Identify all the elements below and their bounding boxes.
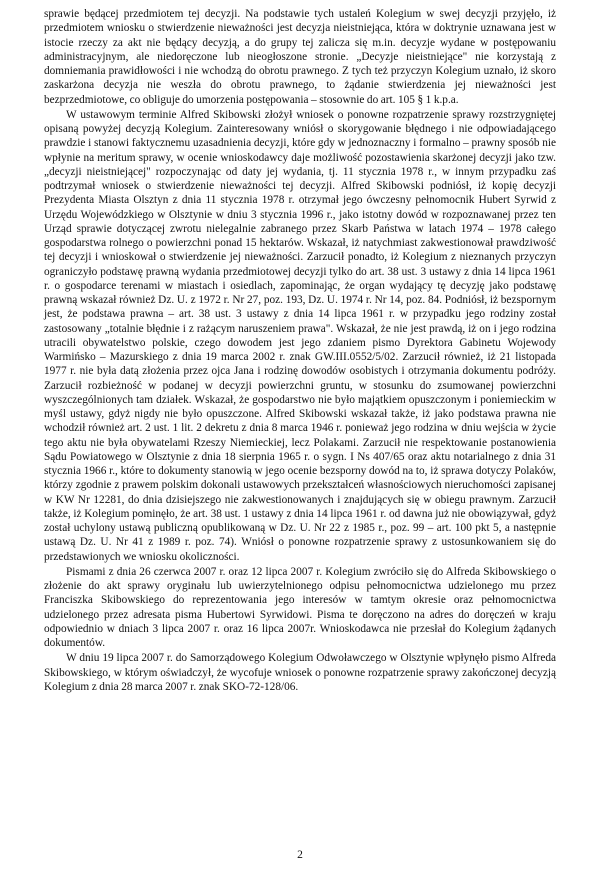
page-number: 2 [297,849,303,861]
paragraph-withdrawal: W dniu 19 lipca 2007 r. do Samorządowego Kolegium Odwoławczego w Olsztynie wpłynęło pismo Alfreda Skibowskiego, w którym oświadczył, że wycofuje wniosek o ponowne rozpatrzenie sprawy zakończonej decyzją Kolegium z dnia 28 marca 2007 r. znak SKO-72-128/06. [44,652,556,693]
paragraph-continuation: sprawie będącej przedmiotem tej decyzji. Na podstawie tych ustaleń Kolegium w swej decyzji przyjęło, iż przedmiotem wniosku o stwierdzenie nieważności jest decyzja nieistniejąca, która w doktrynie uznawana jest w istocie rzeczy za akt nie będący decyzją, a do grupy tej zalicza się m.in. decyzje wydane w postępowaniu administracyjnym, ale niedoręczone lub nieogłoszone stronie. „Decyzje nieistniejące" nie korzystają z domniemania prawidłowości i nie wchodzą do obrotu prawnego. Z tych też przyczyn Kolegium uznało, iż skoro zaskarżona decyzja nie weszła do obrotu prawnego, to żądanie stwierdzenia jej nieważności jest bezprzedmiotowe, co obliguje do umorzenia postępowania – stosownie do art. 105 § 1 k.p.a. [44,8,556,106]
paragraph-letters-power-of-attorney: Pismami z dnia 26 czerwca 2007 r. oraz 12 lipca 2007 r. Kolegium zwróciło się do Alfreda Skibowskiego o złożenie do akt sprawy oryginału lub uwierzytelnionego odpisu pełnomocnictwa udzielonego mu przez Franciszka Skibowskiego do reprezentowania jego interesów w tamtym okresie oraz pełnomocnictwa udzielonego przez adresata pisma Hubertowi Syrwidowi. Pisma te doręczono na adres do doręczeń w kraju odpowiednio w dniach 3 lipca 2007 r. oraz 16 lipca 2007r. Wnioskodawca nie przesłał do Kolegium żądanych dokumentów. [44,565,556,649]
paragraph-request-reconsideration: W ustawowym terminie Alfred Skibowski złożył wniosek o ponowne rozpatrzenie sprawy rozstrzygniętej opisaną powyżej decyzją Kolegium. Zainteresowany wniósł o skorygowanie błędnego i nie odpowiadającego prawdzie i stanowi faktycznemu uzasadnienia decyzji, które gdy w jednoznaczny i formalno – prawny sposób nie wpłynie na meritum sprawy, w ocenie wnioskodawcy daje możliwość pozostawienia skarżonej decyzji jako tzw. „decyzji nieistniejącej" rozpoczynając od daty jej wydania, tj. 11 stycznia 1978 r., w innym przypadku zaś podtrzymał wniosek o stwierdzenie nieważności tej decyzji. Alfred Skibowski podniósł, iż kopię decyzji Prezydenta Miasta Olsztyn z dnia 11 stycznia 1978 r. otrzymał jego ówczesny pełnomocnik Hubert Syrwid z Urzędu Wojewódzkiego w Olsztynie w dniu 3 stycznia 1996 r., jako istotny dowód w rozpoznawanej przez ten Urząd sprawie dotyczącej zwrotu nielegalnie zabranego przez Skarb Państwa w latach 1974 – 1978 całego gospodarstwa rolnego o powierzchni ponad 15 hektarów. Wskazał, iż natychmiast zakwestionował prawdziwość tej decyzji i wnioskował o stwierdzenie jej nieważności. Zarzucił ponadto, iż Kolegium z nieznanych przyczyn ograniczyło podstawę prawną wydania przedmiotowej decyzji tylko do art. 38 ust. 3 ustawy z dnia 14 lipca 1961 r. o gospodarce terenami w miastach i osiedlach, zapominając, że organ wydający tę decyzję jako podstawę prawną wskazał również Dz. U. z 1972 r. Nr 27, poz. 193, Dz. U. 1974 r. Nr 14, poz. 84. Podniósł, iż bezspornym jest, że podstawa prawna – art. 38 ust. 3 ustawy z dnia 14 lipca 1961 r. w przypadku jego rodziny został zastosowany „totalnie błędnie i z rażącym naruszeniem prawa". Wskazał, że nie jest prawdą, iż on i jego rodzina utracili obywatelstwo polskie, czego dowodem jest jego zdaniem pismo Dyrektora Gabinetu Wojewody Warmińsko – Mazurskiego z dnia 19 marca 2002 r. znak GW.III.0552/5/02. Zarzucił również, iż 21 listopada 1977 r. nie była datą złożenia przez ojca Jana i rodzinę dowodów osobistych i otrzymania dokumentu podróży. Zarzucił rozbieżność w podanej w decyzji powierzchni gruntu, w stosunku do zsumowanej powierzchni wyszczególnionych tam działek. Wskazał, że gospodarstwo nie było majątkiem opuszczonym i poniemieckim w myśl ustawy, gdyż nigdy nie było opuszczone. Alfred Skibowski wskazał także, iż jako podstawa prawna nie wchodził również art. 2 ust. 1 lit. 2 dekretu z dnia 8 marca 1946 r. ponieważ jego rodzina w dniu wejścia w życie tego aktu nie była obywatelami Rzeszy Niemieckiej, lecz Polakami. Zarzucił nie respektowanie postanowienia Sądu Powiatowego w Olsztynie z dnia 18 sierpnia 1965 r. o sygn. I Ns 407/65 oraz aktu notarialnego z dnia 31 stycznia 1966 r., które to dokumenty stanowią w jego ocenie bezsporny dowód na to, iż sprawa dotyczy Polaków, którzy zgodnie z prawem polskim dokonali ustawowych przekształceń własnościowych nieruchomości zapisanej w KW Nr 12281, do dnia dzisiejszego nie zakwestionowanych i znajdujących się w obiegu prawnym. Zarzucił także, iż Kolegium pominęło, że art. 38 ust. 1 ustawy z dnia 14 lipca 1961 r. od dawna już nie obowiązywał, gdyż został uchylony ustawą publiczną opublikowaną w Dz. U. Nr 22 z 1985 r., poz. 99 – art. 100 pkt 5, a następnie ustawą Dz. U. Nr 41 z 1989 r. poz. 74). Wniósł o ponowne rozpatrzenie sprawy z ustosunkowaniem się do przedstawionych we wniosku okoliczności. [44,108,556,563]
